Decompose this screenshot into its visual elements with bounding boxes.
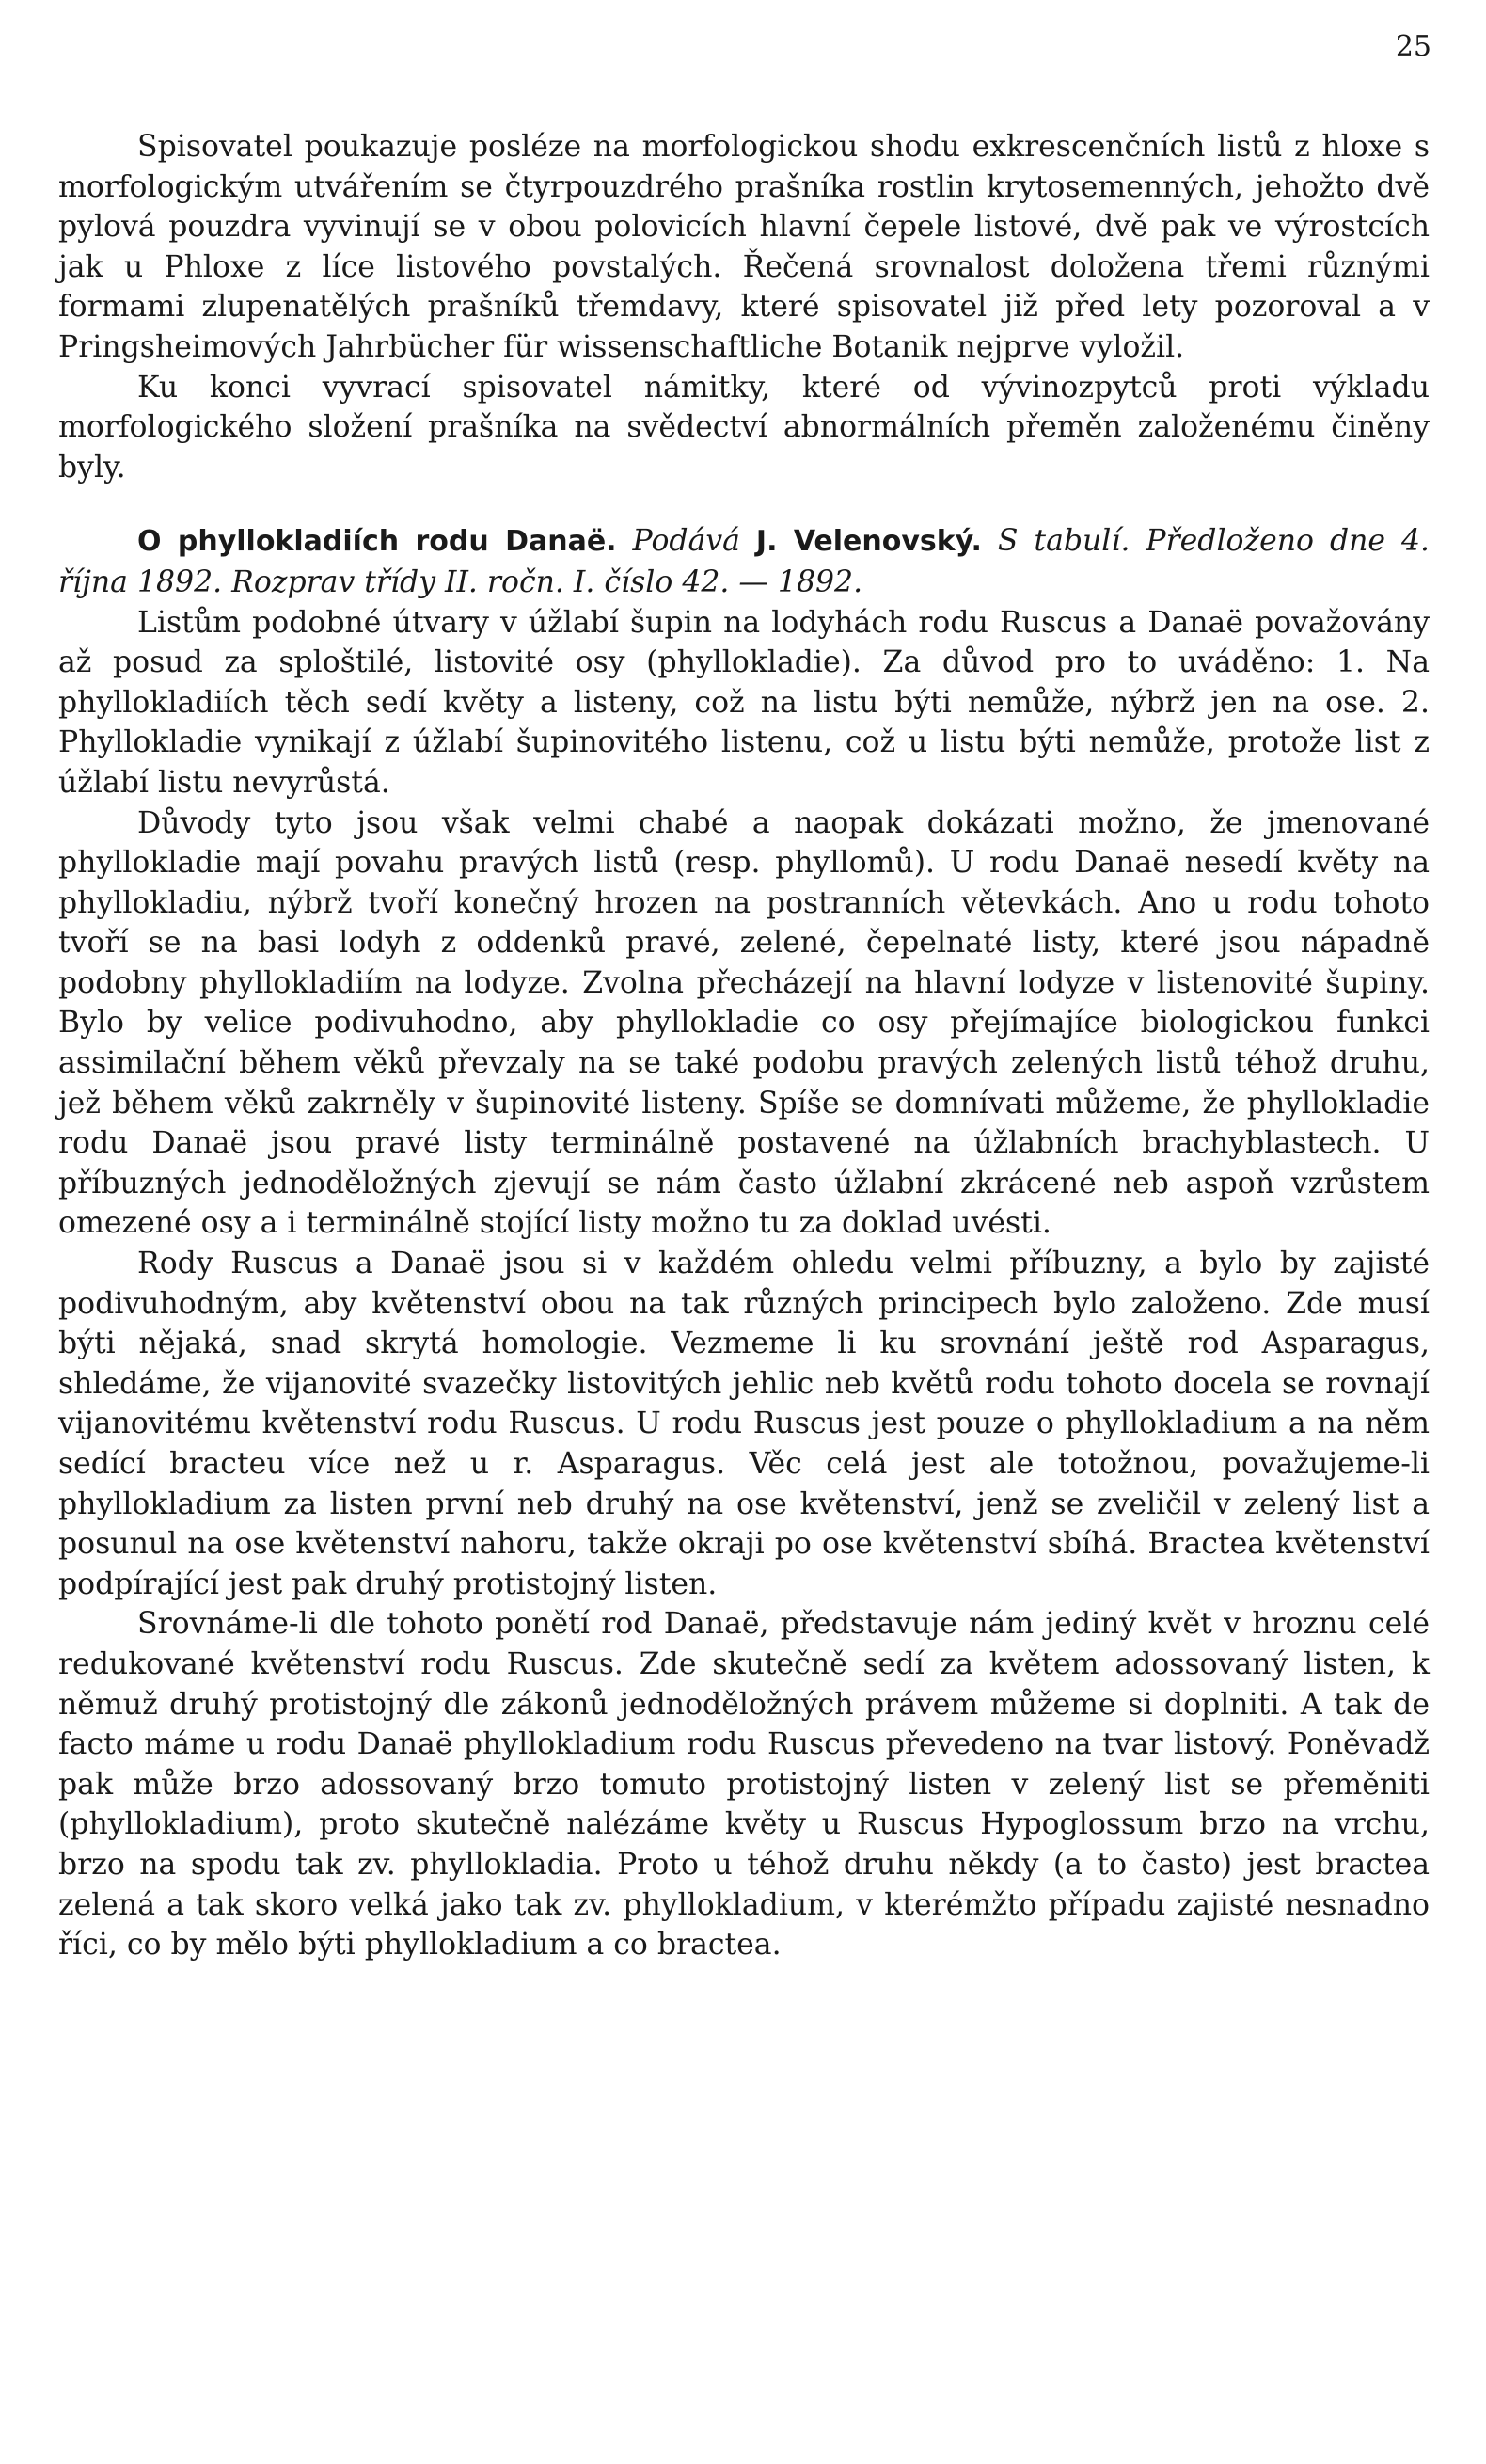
page-number: 25 [1395, 30, 1431, 63]
page-content [58, 127, 1430, 1965]
article-presented-by: Podává [632, 524, 740, 559]
article-author: J. Velenovský. [755, 525, 982, 559]
paragraph-morphology: Spisovatel poukazuje posléze na morfologickou shodu exkrescenčních listů z hloxe s morfologickým utvářením se čtyrpouzdrého prašníka rostlin krytosemenných, jehožto dvě pylová pouzdra vyvinují se v obou polovicích hlavní čepele listové, dvě pak ve výrostcích jak u Phloxe z líce listového povstalých. Řečená srovnalost doložena třemi různými formami zlupenatělých prašníků třemdavy, které spisovatel již před lety pozoroval a v Pringsheimových Jahrbücher für wissenschaftliche Botanik nejprve vyložil. [58, 130, 1430, 364]
article-details: S tabulí. Předloženo dne 4. října 1892. Rozprav třídy II. ročn. I. číslo 42. — 1892. [58, 524, 1431, 599]
paragraph-objections: Ku konci vyvrací spisovatel námitky, které od vývinozpytců proti výkladu morfologického složení prašníka na svědectví abnormálních přeměn založenému činěny byly. [58, 370, 1430, 485]
article-title: O phyllokladiích rodu Danaë. [137, 525, 617, 559]
article-heading [58, 521, 1430, 602]
paragraph-body-1: Listům podobné útvary v úžlabí šupin na lodyhách rodu Ruscus a Danaë považovány až posud za sploštilé, listovité osy (phyllokladie). Za důvod pro to uváděno: 1. Na phyllokladiích těch sedí květy a listeny, což na listu býti nemůže, nýbrž jen na ose. 2. Phyllokladie vynikají z úžlabí šupinovitého listenu, což u listu býti nemůže, protože list z úžlabí listu nevyrůstá. [58, 605, 1430, 800]
paragraph-body-3: Rody Ruscus a Danaë jsou si v každém ohledu velmi příbuzny, a bylo by zajisté podivuhodným, aby květenství obou na tak různých principech bylo založeno. Zde musí býti nějaká, snad skrytá homologie. Vezmeme li ku srovnání ještě rod Asparagus, shledáme, že vijanovité svazečky listovitých jehlic neb květů rodu tohoto docela se rovnají vijanovitému květenství rodu Ruscus. U rodu Ruscus jest pouze o phyllokladium a na něm sedící bracteu více než u r. Asparagus. Věc celá jest ale totožnou, považujeme-li phyllokladium za listen první neb druhý na ose květenství, jenž se zveličil v zelený list a posunul na ose květenství nahoru, takže okraji po ose květenství sbíhá. Bractea květenství podpírající jest pak druhý protistojný listen. [58, 1247, 1430, 1601]
paragraph-body-2: Důvody tyto jsou však velmi chabé a naopak dokázati možno, že jmenované phyllokladie mají povahu pravých listů (resp. phyllomů). U rodu Danaë nesedí květy na phyllokladiu, nýbrž tvoří konečný hrozen na postranních větevkách. Ano u rodu tohoto tvoří se na basi lodyh z oddenků pravé, zelené, čepelnaté listy, které jsou nápadně podobny phyllokladiím na lodyze. Zvolna přecházejí na hlavní lodyze v listenovité šupiny. Bylo by velice podivuhodno, aby phyllokladie co osy přejímajíce biologickou funkci assimilační během věků převzaly na se také podobu pravých zelených listů téhož druhu, jež během věků zakrněly v šupinovité listeny. Spíše se domnívati můžeme, že phyllokladie rodu Danaë jsou pravé listy terminálně postavené na úžlabních brachyblastech. U příbuzných jednoděložných zjevují se nám často úžlabní zkrácené neb aspoň vzrůstem omezené osy a i terminálně stojící listy možno tu za doklad uvésti. [58, 805, 1430, 1241]
paragraph-body-4: Srovnáme-li dle tohoto ponětí rod Danaë, představuje nám jediný květ v hroznu celé redukované květenství rodu Ruscus. Zde skutečně sedí za květem adossovaný listen, k němuž druhý protistojný dle zákonů jednoděložných právem můžeme si doplniti. A tak de facto máme u rodu Danaë phyllokladium rodu Ruscus převedeno na tvar listový. Poněvadž pak může brzo adossovaný brzo tomuto protistojný listen v zelený list se přeměniti (phyllokladium), proto skutečně nalézáme květy u Ruscus Hypoglossum brzo na vrchu, brzo na spodu tak zv. phyllokladia. Proto u téhož druhu někdy (a to často) jest bractea zelená a tak skoro velká jako tak zv. phyllokladium, v kterémžto případu zajisté nesnadno říci, co by mělo býti phyllokladium a co bractea. [58, 1607, 1430, 1963]
